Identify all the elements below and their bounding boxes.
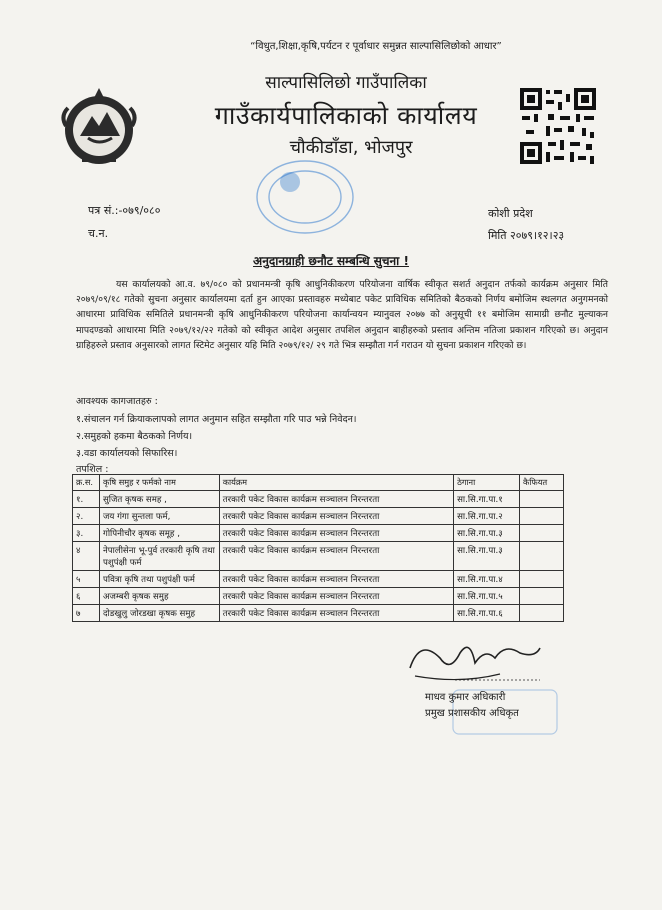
table-header-row: [73, 475, 564, 491]
cell-serial: १.: [73, 491, 100, 508]
table-row: [73, 605, 564, 622]
requirement-item: ३.वडा कार्यालयको सिफारिस।: [76, 448, 178, 459]
column-header: कृषि समुह र फर्मको नाम: [99, 475, 219, 491]
cell-program: तरकारी पकेट विकास कार्यक्रम सञ्चालन निरन्तरता: [219, 571, 453, 588]
cell-group-name: गोपिनीचौर कृषक समूह ,: [99, 525, 219, 542]
cell-remarks: [520, 491, 564, 508]
notice-body: [76, 277, 608, 353]
cell-serial: ७: [73, 605, 100, 622]
cell-serial: ६: [73, 588, 100, 605]
column-header: ठेगाना: [454, 475, 520, 491]
table-row: [73, 508, 564, 525]
cell-remarks: [520, 508, 564, 525]
notice-title: अनुदानग्राही छनौट सम्बन्धि सुचना !: [253, 254, 409, 268]
signer-designation: प्रमुख प्रशासकीय अधिकृत: [425, 708, 519, 719]
cell-remarks: [520, 542, 564, 571]
cell-serial: ३.: [73, 525, 100, 542]
column-header: क्र.स.: [73, 475, 100, 491]
cell-remarks: [520, 525, 564, 542]
cell-program: तरकारी पकेट विकास कार्यक्रम सञ्चालन निरन्तरता: [219, 491, 453, 508]
table-row: [73, 525, 564, 542]
province: कोशी प्रदेश: [488, 207, 533, 220]
column-header: कैफियत: [520, 475, 564, 491]
letter-date: मिति २०७९।१२।२३: [488, 229, 565, 242]
cell-group-name: सुजित कृषक समह ,: [99, 491, 219, 508]
cell-serial: २.: [73, 508, 100, 525]
qr-code-icon: [518, 86, 598, 166]
cell-remarks: [520, 605, 564, 622]
requirements-heading: आवश्यक कागजातहरु :: [76, 396, 158, 407]
office-location: चौकीडाँडा, भोजपुर: [289, 137, 413, 158]
cell-program: तरकारी पकेट विकास कार्यक्रम सञ्चालन निरन्तरता: [219, 542, 453, 571]
municipality-name: साल्पासिलिछो गाउँपालिका: [265, 73, 427, 93]
table-row: [73, 542, 564, 571]
cell-address: सा.सि.गा.पा.२: [454, 508, 520, 525]
dispatch-number: च.न.: [88, 227, 109, 240]
signature-mark: [400, 628, 550, 688]
cell-group-name: पवित्रा कृषि तथा पशुपंक्षी फर्म: [99, 571, 219, 588]
table-row: [73, 491, 564, 508]
cell-group-name: दोडखुलु जोरडखा कृषक समुह: [99, 605, 219, 622]
cell-program: तरकारी पकेट विकास कार्यक्रम सञ्चालन निरन्तरता: [219, 605, 453, 622]
table-row: [73, 588, 564, 605]
cell-group-name: नेपालीसेना भू-पुर्व तरकारी कृषि तथा पशुपंक्षी फर्म: [99, 542, 219, 571]
cell-program: तरकारी पकेट विकास कार्यक्रम सञ्चालन निरन्तरता: [219, 588, 453, 605]
cell-address: सा.सि.गा.पा.३: [454, 542, 520, 571]
slogan: “विधुत,शिक्षा,कृषि,पर्यटन र पूर्वाधार समुन्नत साल्पासिलिछोको आधार”: [250, 41, 502, 52]
table-label: तपशिल :: [76, 464, 109, 475]
beneficiary-table: [72, 474, 564, 622]
cell-address: सा.सि.गा.पा.४: [454, 571, 520, 588]
signer-name: माधव कुमार अधिकारी: [425, 692, 506, 703]
office-stamp-icon: [250, 152, 360, 242]
column-header: कार्यक्रम: [219, 475, 453, 491]
letter-number: पत्र सं.:-०७९/०८०: [88, 204, 161, 217]
cell-group-name: जय गंगा सुन्तला फर्म,: [99, 508, 219, 525]
requirement-item: १.संचालन गर्न क्रियाकलापको लागत अनुमान सहित सम्झौता गरि पाउ भन्ने निवेदन।: [76, 414, 357, 425]
cell-address: सा.सि.गा.पा.३: [454, 525, 520, 542]
cell-remarks: [520, 571, 564, 588]
cell-program: तरकारी पकेट विकास कार्यक्रम सञ्चालन निरन्तरता: [219, 508, 453, 525]
cell-program: तरकारी पकेट विकास कार्यक्रम सञ्चालन निरन्तरता: [219, 525, 453, 542]
cell-address: सा.सि.गा.पा.५: [454, 588, 520, 605]
cell-group-name: अजम्बरी कृषक समुह: [99, 588, 219, 605]
requirement-item: २.समुहको हकमा बैठकको निर्णय।: [76, 431, 193, 442]
cell-address: सा.सि.गा.पा.१: [454, 491, 520, 508]
notice-paragraph: यस कार्यालयको आ.व. ७९/०८० को प्रधानमन्त्री कृषि आधुनिकीकरण परियोजना वार्षिक स्वीकृत सशर्त अनुदान तर्फको कार्यक्रम अनुसार मिति २०७९/०९/१८ गतेको सुचना अनुसार कार्यालयमा दर्ता हुन आएका प्रस्तावहरु मध्येबाट पकेट प्राविधिक समितिको बैठकको निर्णय बमोजिम स्थलगत अनुगमनको आधारमा प्राविधिक समितिले प्रधानमन्त्री कृषि आधुनिकीकरण परियोजना कार्यान्वयन म्यानुवल २०७७ को अनुसूची ११ बमोजिम सामाग्री छनौट मुल्याकन मापदण्डको आधारमा मिति २०७९/१२/२२ गतेको को स्वीकृत आदेश अनुसार तपशिल अनुदान बाहीहरुको प्रस्ताव अन्तिम नतिजा प्रकाशन गरिएको छ। अनुदान ग्राहिहरुले प्रस्ताव अनुसारको लागत स्टिमेट अनुसार यहि मिति २०७९/१२/ २९ गते भित्र सम्झौता गर्न गराउन यो सुचना प्रकाशन गरिएको छ।: [76, 279, 608, 351]
office-name: गाउँकार्यपालिकाको कार्यालय: [214, 101, 478, 130]
signatory: [425, 690, 519, 722]
cell-serial: ५: [73, 571, 100, 588]
cell-remarks: [520, 588, 564, 605]
cell-serial: ४: [73, 542, 100, 571]
cell-address: सा.सि.गा.पा.६: [454, 605, 520, 622]
table-row: [73, 571, 564, 588]
